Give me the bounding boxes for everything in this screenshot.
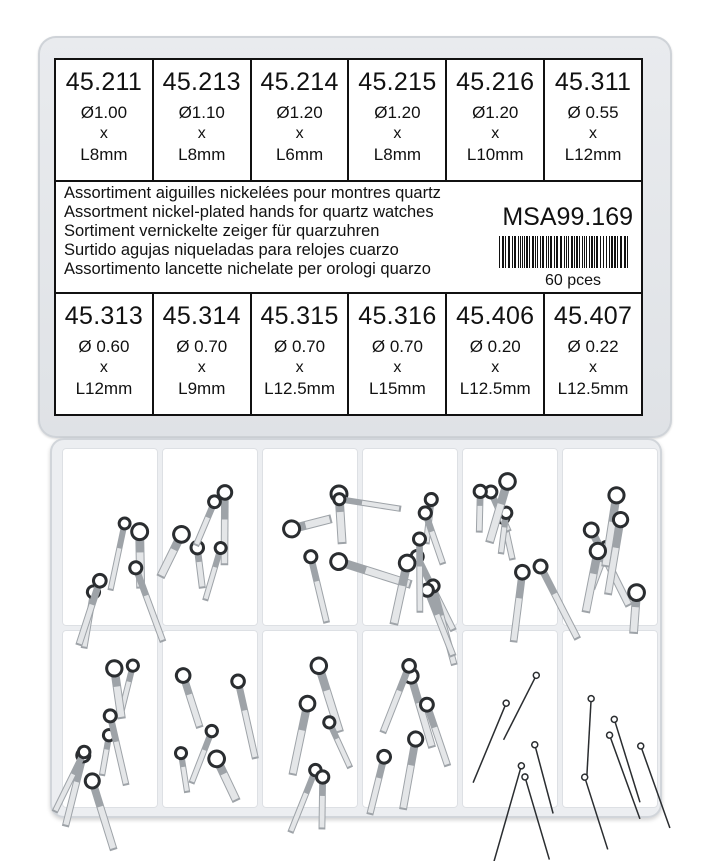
watch-hand [190,541,208,590]
part-code: 45.316 [358,302,437,330]
watch-hand [231,674,262,761]
description-es: Surtido agujas niqueladas para relojes cuarzo [64,241,399,259]
part-diameter: Ø1.20 [472,103,519,122]
part-length: L12mm [564,145,622,164]
part-length: L10mm [466,145,524,164]
part-times: x [491,125,500,142]
watch-hand [482,472,517,545]
watch-hand [364,749,392,816]
watch-hand [386,554,416,627]
watch-hand [489,762,526,861]
watch-hand [316,771,329,830]
part-times: x [295,359,304,376]
watch-hand [507,565,530,644]
part-code: 45.313 [64,302,144,330]
part-code: 45.211 [65,68,143,96]
watch-hand [282,511,334,539]
watch-hand [473,485,486,533]
part-diameter: Ø 0.20 [469,337,521,356]
watch-hand [626,584,645,634]
part-times: x [99,359,108,376]
watch-hand [637,742,673,829]
reference-number: MSA99.169 [502,203,633,231]
part-times: x [589,359,598,376]
watch-hand [611,716,643,804]
part-diameter: Ø 0.22 [567,337,619,356]
watch-hand [578,542,607,614]
watch-hand [105,517,131,592]
part-code: 45.406 [456,302,535,330]
watch-hand [531,741,556,814]
part-diameter: Ø1.00 [80,103,128,122]
part-times: x [589,125,598,142]
part-diameter: Ø1.20 [374,103,421,122]
watch-hand [396,731,424,811]
description-en: Assortment nickel-plated hands for quartz watches [64,203,434,221]
part-times: x [393,359,402,376]
description-fr: Assortiment aiguilles nickelées pour montres quartz [64,184,441,202]
part-times: x [197,359,206,376]
watch-hand [584,695,594,776]
description-it: Assortimento lancette nichelate per orologi quarzo [64,260,431,278]
part-diameter: Ø1.10 [178,103,225,122]
watch-hand [532,558,584,642]
watch-hand [581,773,611,850]
part-length: L12mm [75,379,133,398]
part-times: x [491,359,500,376]
watch-hand [153,524,192,581]
part-code: 45.215 [358,68,437,96]
part-length: L12.5mm [459,379,531,398]
part-code: 45.216 [456,68,535,96]
part-diameter: Ø 0.70 [176,337,228,356]
watch-hand [83,772,120,852]
part-times: x [295,125,304,142]
watch-hand [521,773,552,860]
part-times: x [99,125,108,142]
part-times: x [393,125,402,142]
part-length: L6mm [275,145,324,164]
part-length: L15mm [369,379,426,398]
watch-hand [73,573,108,648]
part-diameter: Ø1.20 [276,103,323,122]
part-length: L9mm [178,379,226,398]
part-length: L8mm [373,145,422,164]
watch-hand [377,658,417,736]
part-code: 45.407 [553,302,633,330]
part-code: 45.213 [162,68,241,96]
part-code: 45.311 [554,68,632,96]
part-code: 45.214 [260,68,339,96]
part-diameter: Ø 0.60 [78,337,130,356]
part-length: L12.5mm [557,379,629,398]
watch-hand [206,748,243,804]
watch-hand [190,494,222,548]
watch-hand [470,699,510,784]
part-length: L8mm [80,145,128,164]
part-diameter: Ø 0.55 [567,103,619,122]
part-times: x [197,125,206,142]
watch-hand [304,549,333,624]
watch-hand [175,747,193,794]
part-length: L12.5mm [264,379,335,398]
part-diameter: Ø 0.70 [274,337,326,356]
part-code: 45.314 [162,302,241,330]
part-code: 45.315 [260,302,339,330]
description-de: Sortiment vernickelte zeiger für quarzuhren [64,222,380,240]
part-diameter: Ø 0.70 [371,337,423,356]
watch-hand [175,667,207,730]
part-length: L8mm [178,145,226,164]
piece-count: 60 pces [544,272,601,289]
watch-hand [606,731,643,820]
